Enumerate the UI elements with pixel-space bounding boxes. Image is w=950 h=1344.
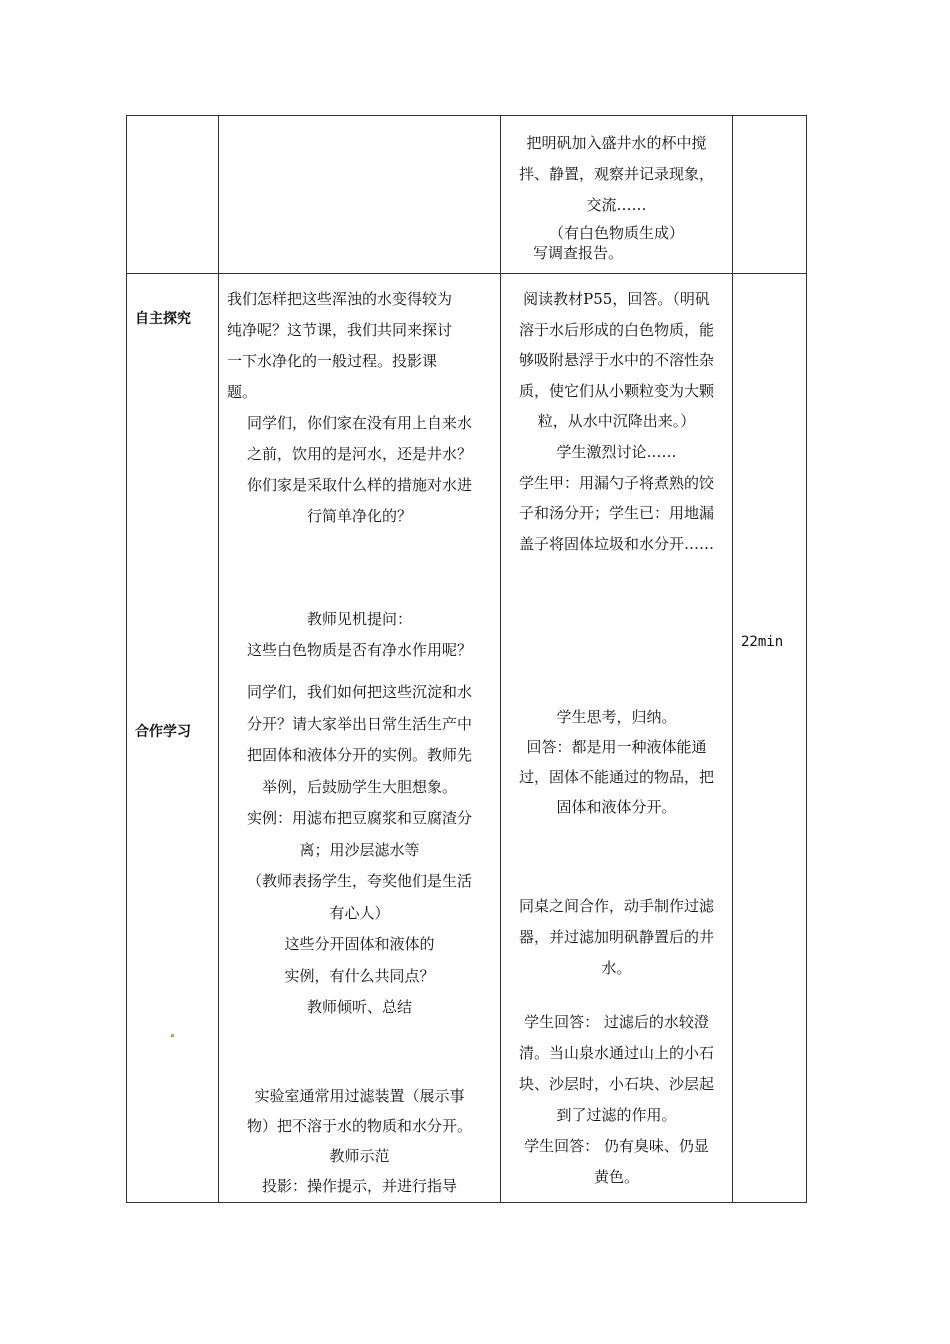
teacher-paragraph: 同学们，你们家在没有用上自来水 之前，饮用的是河水，还是井水？ 你们家是采取什么样的措施对水进 行简单净化的？: [246, 414, 472, 525]
stray-mark: [171, 1034, 174, 1037]
student-paragraph: 阅读教材P55，回答。（明矾 溶于水后形成的白色物质，能 够吸附悬浮于水中的不溶性杂 质，使它们从小颗粒变为大颗 粒，从水中沉降出来。） 学生激烈讨论…… 学生甲：用漏勺子将煮熟的饺 子和汤分开；学生已：用地漏 盖子将固体垃圾和水分开……: [518, 290, 714, 553]
student-paragraph: 同桌之间合作，动手制作过滤 器，并过滤加明矾静置后的井 水。: [518, 897, 714, 977]
stage-cell: [127, 274, 219, 1203]
teacher-paragraph: 我们怎样把这些浑浊的水变得较为 纯净呢？这节课，我们共同来探讨 一下水净化的一般过程。投影课 题。: [227, 290, 453, 401]
student-line: 交流……: [586, 196, 647, 214]
teacher-activity-cell: [219, 274, 501, 1203]
student-activity-cell: [501, 274, 733, 1203]
lesson-plan-table: [126, 115, 807, 1203]
time-value: 22min: [741, 634, 784, 650]
time-cell: [733, 116, 807, 274]
student-activity-cell: [501, 116, 733, 274]
teacher-activity-cell: [219, 116, 501, 274]
teacher-paragraph: 同学们，我们如何把这些沉淀和水 分开？请大家举出日常生活生产中 把固体和液体分开的实例。教师先 举例，后鼓励学生大胆想象。 实例：用滤布把豆腐浆和豆腐渣分 离；用沙层滤水等 （教师表扬学生，夸奖他们是生活 有心人） 这些分开固体和液体的 实例，有什么共同点？ 教师倾听、总结: [246, 683, 472, 1016]
student-line: 写调查报告。: [533, 244, 624, 262]
stage-label-cooperative-learning: 合作学习: [135, 724, 191, 740]
student-line: 把明矾加入盛井水的杯中搅: [526, 134, 707, 152]
student-paragraph: 学生回答： 过滤后的水较澄 清。当山泉水通过山上的小石 块、沙层时，小石块、沙层起 到了过滤的作用。 学生回答： 仍有臭味、仍显 黄色。: [518, 1013, 714, 1186]
student-line: （有白色物质生成）: [548, 224, 684, 242]
teacher-paragraph: 实验室通常用过滤装置（展示事 物）把不溶于水的物质和水分开。 教师示范 投影：操作提示，并进行指导: [246, 1087, 472, 1195]
teacher-paragraph: 教师见机提问： 这些白色物质是否有净水作用呢？: [246, 610, 472, 659]
student-paragraph: 学生思考，归纳。 回答：都是用一种液体能通 过，固体不能通过的物品，把 固体和液体分开。: [518, 708, 714, 816]
table-row: [127, 274, 807, 1203]
stage-label-self-study: 自主探究: [135, 311, 191, 327]
stage-cell: [127, 116, 219, 274]
student-line: 拌、静置，观察并记录现象，: [518, 165, 714, 183]
table-row: [127, 116, 807, 274]
time-cell: [733, 274, 807, 1203]
